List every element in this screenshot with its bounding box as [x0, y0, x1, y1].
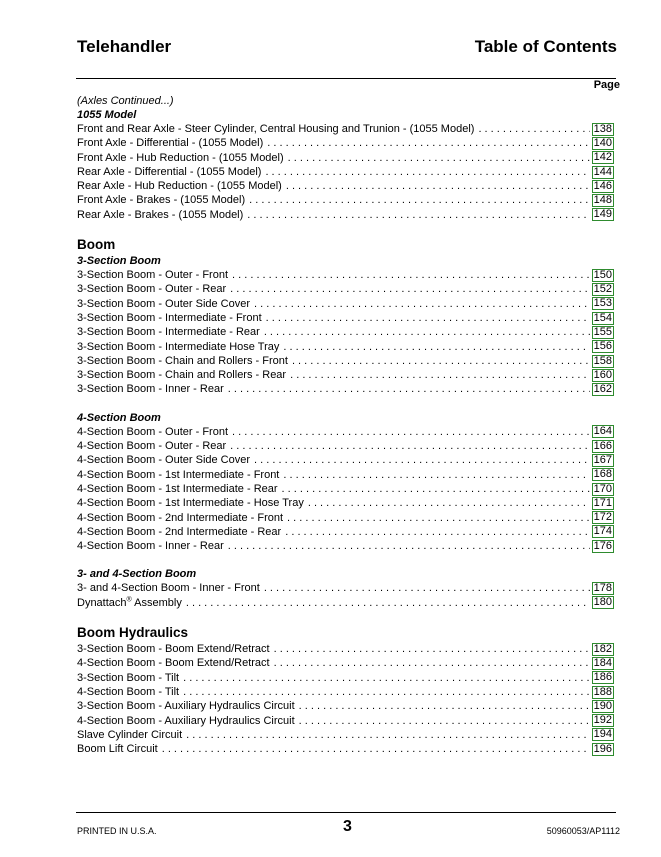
- toc-entry-title: 3-Section Boom - Outer - Rear: [77, 282, 230, 296]
- section-title-boom: Boom: [77, 237, 116, 253]
- page-title: Table of Contents: [474, 37, 617, 56]
- document-title: Telehandler: [77, 37, 172, 56]
- toc-entry[interactable]: [77, 468, 614, 482]
- dot-leader: [267, 136, 589, 150]
- toc-page-link[interactable]: 192: [593, 714, 612, 727]
- footer-doc-number: 50960053/AP1112: [546, 826, 620, 836]
- toc-entry-title: 4-Section Boom - Outer Side Cover: [77, 453, 254, 467]
- toc-entry-title: Front and Rear Axle - Steer Cylinder, Central Housing and Trunion - (1055 Model): [77, 122, 478, 136]
- dot-leader: [288, 151, 590, 165]
- toc-list-1055: [77, 122, 614, 222]
- toc-entry[interactable]: [77, 581, 614, 595]
- toc-page-link[interactable]: 142: [593, 151, 612, 164]
- dot-leader: [274, 642, 590, 656]
- toc-entry-title: 3-Section Boom - Intermediate - Front: [77, 311, 266, 325]
- toc-entry[interactable]: [77, 439, 614, 453]
- toc-entry-title: 3-Section Boom - Boom Extend/Retract: [77, 642, 274, 656]
- dot-leader: [228, 539, 590, 553]
- toc-entry-title: Rear Axle - Brakes - (1055 Model): [77, 208, 247, 222]
- toc-entry[interactable]: [77, 671, 614, 685]
- toc-entry[interactable]: [77, 179, 614, 193]
- toc-list-4-section: [77, 425, 614, 554]
- dot-leader: [265, 165, 589, 179]
- dot-leader: [247, 208, 589, 222]
- toc-entry-title: Dynattach® Assembly: [77, 596, 186, 610]
- dot-leader: [290, 368, 590, 382]
- dot-leader: [230, 439, 589, 453]
- toc-page-link[interactable]: 164: [593, 425, 612, 438]
- dot-leader: [283, 340, 589, 354]
- toc-page-link[interactable]: 170: [593, 482, 612, 495]
- toc-entry[interactable]: [77, 311, 614, 325]
- toc-entry-title: 3-Section Boom - Chain and Rollers - Rear: [77, 368, 290, 382]
- dot-leader: [230, 282, 589, 296]
- dot-leader: [249, 193, 590, 207]
- toc-page-link[interactable]: 178: [593, 582, 612, 595]
- toc-entry-title: Boom Lift Circuit: [77, 742, 162, 756]
- toc-entry-title: 3-Section Boom - Outer - Front: [77, 268, 232, 282]
- toc-page-link[interactable]: 168: [593, 468, 612, 481]
- dot-leader: [266, 311, 590, 325]
- toc-entry-title: 4-Section Boom - Tilt: [77, 685, 183, 699]
- toc-entry-title: 3-Section Boom - Tilt: [77, 671, 183, 685]
- toc-page-link[interactable]: 158: [593, 354, 612, 367]
- toc-entry[interactable]: [77, 425, 614, 439]
- subsection-title: 4-Section Boom: [77, 411, 161, 424]
- toc-entry[interactable]: [77, 453, 614, 467]
- dot-leader: [264, 325, 590, 339]
- toc-page-link[interactable]: 160: [593, 368, 612, 381]
- toc-page-link[interactable]: 176: [593, 539, 612, 552]
- continuation-note: (Axles Continued...): [77, 95, 174, 107]
- subsection-title: 1055 Model: [77, 109, 137, 121]
- toc-entry-title: 4-Section Boom - 2nd Intermediate - Front: [77, 511, 287, 525]
- toc-entry-title: 4-Section Boom - Boom Extend/Retract: [77, 656, 274, 670]
- toc-page-link[interactable]: 148: [593, 194, 612, 207]
- toc-entry[interactable]: [77, 496, 614, 510]
- dot-leader: [282, 482, 590, 496]
- toc-page-link[interactable]: 144: [593, 165, 612, 178]
- toc-entry[interactable]: [77, 208, 614, 222]
- toc-entry[interactable]: [77, 685, 614, 699]
- toc-entry[interactable]: [77, 539, 614, 553]
- toc-page-link[interactable]: 140: [593, 136, 612, 149]
- dot-leader: [478, 122, 589, 136]
- dot-leader: [228, 382, 590, 396]
- toc-entry-title: Rear Axle - Differential - (1055 Model): [77, 165, 265, 179]
- footer-rule: [76, 812, 616, 813]
- toc-list-boom-hydraulics: [77, 642, 614, 756]
- toc-page-link[interactable]: 171: [593, 496, 612, 509]
- toc-entry-title: 4-Section Boom - Outer - Front: [77, 425, 232, 439]
- toc-entry[interactable]: [77, 368, 614, 382]
- dot-leader: [285, 525, 589, 539]
- toc-page-link[interactable]: 150: [593, 268, 612, 281]
- dot-leader: [308, 496, 590, 510]
- toc-entry-title: 3-Section Boom - Auxiliary Hydraulics Circuit: [77, 699, 299, 713]
- toc-page-link[interactable]: 166: [593, 439, 612, 452]
- subsection-title: 3- and 4-Section Boom: [77, 568, 197, 581]
- toc-entry[interactable]: [77, 325, 614, 339]
- toc-page-link[interactable]: 146: [593, 179, 612, 192]
- footer-printed: PRINTED IN U.S.A.: [77, 826, 157, 836]
- dot-leader: [232, 425, 590, 439]
- toc-entry[interactable]: [77, 714, 614, 728]
- dot-leader: [183, 671, 590, 685]
- toc-page-link[interactable]: 172: [593, 511, 612, 524]
- dot-leader: [183, 685, 590, 699]
- toc-entry-title: 4-Section Boom - 1st Intermediate - Front: [77, 468, 283, 482]
- toc-entry[interactable]: [77, 656, 614, 670]
- toc-entry[interactable]: [77, 268, 614, 282]
- dot-leader: [292, 354, 590, 368]
- toc-page-link[interactable]: 167: [593, 453, 612, 466]
- toc-entry-title: 4-Section Boom - Outer - Rear: [77, 439, 230, 453]
- toc-entry[interactable]: [77, 354, 614, 368]
- toc-entry-title: 3-Section Boom - Inner - Rear: [77, 382, 228, 396]
- toc-list-3-section: [77, 268, 614, 397]
- toc-page-link[interactable]: 184: [593, 656, 612, 669]
- toc-entry-title: 4-Section Boom - Auxiliary Hydraulics Circuit: [77, 714, 299, 728]
- table-of-contents: [77, 95, 614, 756]
- dot-leader: [299, 699, 590, 713]
- section-title-boom-hydraulics: Boom Hydraulics: [77, 625, 189, 641]
- toc-page-link[interactable]: 188: [593, 685, 612, 698]
- page-number: 3: [343, 818, 352, 835]
- toc-page-link[interactable]: 194: [593, 728, 612, 741]
- dot-leader: [274, 656, 590, 670]
- toc-entry[interactable]: [77, 340, 614, 354]
- toc-entry-title: 3- and 4-Section Boom - Inner - Front: [77, 581, 264, 595]
- toc-entry[interactable]: [77, 193, 614, 207]
- toc-entry[interactable]: [77, 699, 614, 713]
- toc-page-link[interactable]: 156: [593, 340, 612, 353]
- toc-entry[interactable]: [77, 525, 614, 539]
- dot-leader: [287, 511, 590, 525]
- dot-leader: [254, 297, 590, 311]
- toc-entry-title: Slave Cylinder Circuit: [77, 728, 186, 742]
- toc-page-link[interactable]: 152: [593, 283, 612, 296]
- toc-entry-title: 4-Section Boom - 1st Intermediate - Hose Tray: [77, 496, 308, 510]
- toc-entry-title: Front Axle - Hub Reduction - (1055 Model): [77, 151, 288, 165]
- toc-entry-title: 3-Section Boom - Intermediate - Rear: [77, 325, 264, 339]
- toc-entry-title: Front Axle - Differential - (1055 Model): [77, 136, 267, 150]
- header-rule: [76, 78, 616, 79]
- toc-entry[interactable]: [77, 596, 614, 610]
- toc-entry[interactable]: [77, 165, 614, 179]
- dot-leader: [186, 728, 589, 742]
- dot-leader: [286, 179, 590, 193]
- toc-entry-title: Front Axle - Brakes - (1055 Model): [77, 193, 249, 207]
- toc-page-link[interactable]: 196: [593, 742, 612, 755]
- toc-entry[interactable]: [77, 742, 614, 756]
- toc-entry-title: 4-Section Boom - Inner - Rear: [77, 539, 228, 553]
- toc-page-link[interactable]: 149: [593, 208, 612, 221]
- toc-entry-title: 3-Section Boom - Intermediate Hose Tray: [77, 340, 283, 354]
- toc-entry[interactable]: [77, 282, 614, 296]
- toc-entry[interactable]: [77, 136, 614, 150]
- toc-entry[interactable]: [77, 297, 614, 311]
- toc-entry-title: 4-Section Boom - 1st Intermediate - Rear: [77, 482, 282, 496]
- toc-entry-title: 3-Section Boom - Chain and Rollers - Front: [77, 354, 292, 368]
- toc-entry[interactable]: [77, 151, 614, 165]
- toc-page-link[interactable]: 138: [593, 122, 612, 135]
- dot-leader: [232, 268, 590, 282]
- toc-page-link[interactable]: 154: [593, 311, 612, 324]
- subsection-title: 3-Section Boom: [77, 255, 161, 268]
- dot-leader: [264, 581, 590, 595]
- page-column-label: Page: [593, 79, 620, 91]
- dot-leader: [283, 468, 589, 482]
- toc-page-link[interactable]: 182: [593, 642, 612, 655]
- toc-entry[interactable]: [77, 122, 614, 136]
- dot-leader: [186, 596, 590, 610]
- dot-leader: [299, 714, 590, 728]
- toc-page-link[interactable]: 190: [593, 699, 612, 712]
- toc-page-link[interactable]: 180: [593, 596, 612, 609]
- toc-entry-title: 3-Section Boom - Outer Side Cover: [77, 297, 254, 311]
- dot-leader: [162, 742, 590, 756]
- toc-entry[interactable]: [77, 642, 614, 656]
- toc-entry-title: 4-Section Boom - 2nd Intermediate - Rear: [77, 525, 285, 539]
- toc-entry[interactable]: [77, 511, 614, 525]
- toc-page-link[interactable]: 174: [593, 525, 612, 538]
- toc-page-link[interactable]: 162: [593, 383, 612, 396]
- toc-page-link[interactable]: 155: [593, 325, 612, 338]
- toc-entry[interactable]: [77, 482, 614, 496]
- toc-entry[interactable]: [77, 382, 614, 396]
- toc-list-3-4-section: [77, 581, 614, 610]
- toc-page-link[interactable]: 186: [593, 671, 612, 684]
- toc-entry-title: Rear Axle - Hub Reduction - (1055 Model): [77, 179, 286, 193]
- toc-entry[interactable]: [77, 728, 614, 742]
- dot-leader: [254, 453, 590, 467]
- toc-page-link[interactable]: 153: [593, 297, 612, 310]
